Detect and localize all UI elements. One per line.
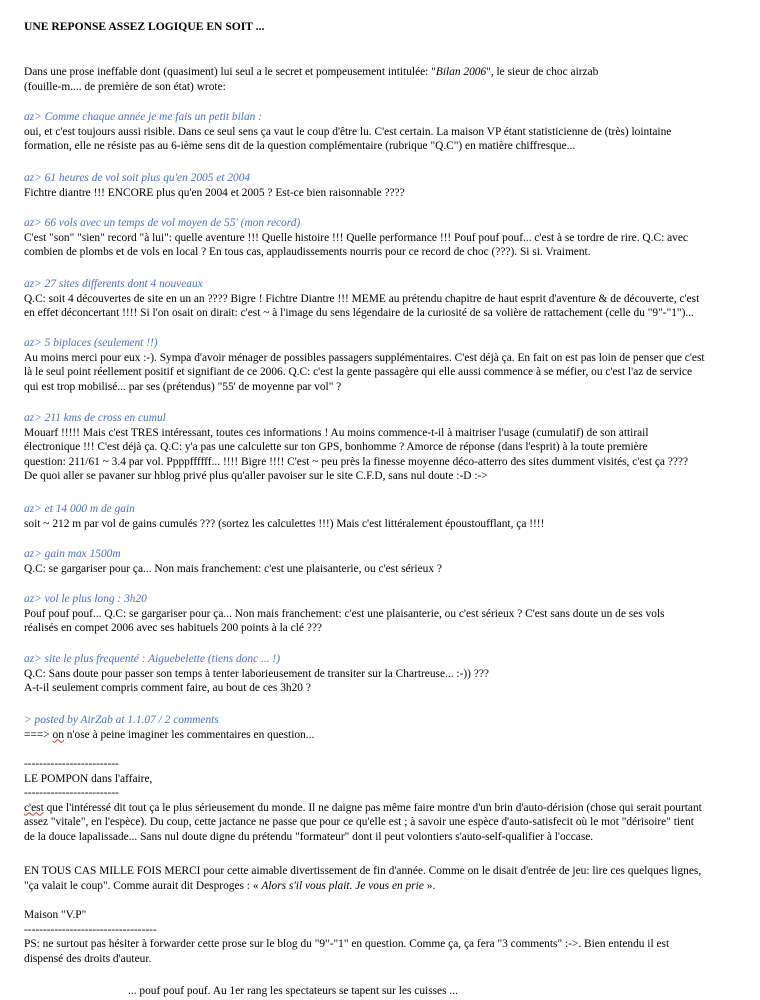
- reply-line: Q.C: Sans doute pour passer son temps à tenter laborieusement de transiter sur la Chartreuse... :-)) ???: [24, 667, 489, 680]
- section: [24, 592, 748, 636]
- closing-line: ... pouf pouf pouf. Au 1er rang les spectateurs se tapent sur les cuisses ...: [128, 985, 458, 997]
- section: [24, 652, 748, 696]
- section: [24, 110, 748, 154]
- intro-text: ", le sieur de choc airzab: [486, 66, 599, 78]
- reply-line: soit ~ 212 m par vol de gains cumulés ??? (sortez les calculettes !!!) Mais c'est littéralement époustoufflant, ça !!!!: [24, 517, 545, 530]
- quote-line: az> Comme chaque année je me fais un petit bilan :: [24, 111, 262, 123]
- reply-line: A-t-il seulement compris comment faire, au bout de ces 3h20 ?: [24, 682, 311, 694]
- quote-line: az> 66 vols avec un temps de vol moyen de 55' (mon record): [24, 217, 301, 229]
- arrow-text: ===>: [24, 728, 53, 741]
- thanks-text: "ça valait le coup". Comme aurait dit Desproges : «: [24, 879, 262, 892]
- separator: -------------------------: [24, 787, 119, 799]
- ps-line: PS: ne surtout pas hésiter à forwarder cette prose sur le blog du "9"-"1" en question. Comme ça, ça fera "3 comments" :->. Bien entendu il est: [24, 938, 670, 950]
- ps-line: dispensé des droits d'auteur.: [24, 952, 152, 965]
- reply-line: question: 211/61 ~ 3.4 par vol. Ppppffffff... !!!! Bigre !!!! C'est ~ peu près la finesse moyenne déco-atterro des sites dumment visités, c'est ça ????: [24, 455, 689, 468]
- intro-line: (fouille-m.... de première de son état) wrote:: [24, 80, 226, 93]
- pompon-text: que l'intéressé dit tout ça le plus sérieusement du monde. Il ne daigne pas même faire montre d'un brin d'auto-dérision (chose qui serait pourtant: [43, 801, 702, 814]
- section: [24, 547, 748, 576]
- intro-emphasis: Bilan 2006: [435, 66, 487, 78]
- page-title: UNE REPONSE ASSEZ LOGIQUE EN SOIT ...: [24, 20, 265, 33]
- signature-name: Maison "V.P": [24, 909, 87, 921]
- reply-line: De quoi aller se pavaner sur hblog privé plus qu'aller pavoiser sur le site C.F.D, sans nul doute :-D :->: [24, 470, 488, 482]
- quote-line: az> et 14 000 m de gain: [24, 503, 135, 515]
- reply-line: Au moins merci pour eux :-). Sympa d'avoir ménager de possibles passagers supplémentaires. C'est déjà ça. En fait on est pas loin de penser que c'est: [24, 351, 705, 364]
- pompon-heading: LE POMPON dans l'affaire,: [24, 772, 153, 785]
- posted-by-line: > posted by AirZab at 1.1.07 / 2 comments: [24, 714, 219, 726]
- pompon-section: [24, 757, 748, 844]
- reply-line: Q.C: soit 4 découvertes de site en un an ???? Bigre ! Fichtre Diantre !!! MEME au prétendu chapitre de haut esprit d'aventure & de découverte, c'est: [24, 292, 700, 305]
- quote-line: az> gain max 1500m: [24, 548, 121, 560]
- posted-comment-line: [24, 728, 748, 743]
- reply-line: formation, elle ne résiste pas au 6-ième sens dit de la question complémentaire (rubrique "Q.C") en matière chiffresque...: [24, 140, 576, 152]
- section: [24, 216, 748, 260]
- pompon-line: [24, 801, 748, 816]
- thanks-line: EN TOUS CAS MILLE FOIS MERCI pour cette aimable divertissement de fin d'année. Comme on le disait d'entrée de jeu: lire ces quelques lignes,: [24, 865, 702, 877]
- reply-line: combien de plombs et de vols en local ? En tous cas, applaudissements nourris pour ce record de choc (???). Si si. Vraiment.: [24, 246, 591, 258]
- separator: -------------------------: [24, 758, 119, 770]
- signature-block: [24, 908, 748, 966]
- posted-section: [24, 713, 748, 742]
- quote-emphasis: Alors s'il vous plait. Je vous en prie: [261, 879, 424, 892]
- intro-text: Dans une prose ineffable dont (quasiment) lui seul a le secret et pompeusement intitulée: ": [24, 66, 436, 78]
- quote-line: az> 5 biplaces (seulement !!): [24, 337, 158, 349]
- comment-text: n'ose à peine imaginer les commentaires en question...: [63, 728, 315, 741]
- pompon-line: de la douce lapalissade... Sans nul doute digne du prétendu "formateur" dont il peut volontiers s'auto-self-qualifier à l'occase.: [24, 830, 594, 843]
- reply-line: là le seul point réellement positif et signifiant de ce 2006. Q.C: c'est la gente passagère qui elle aussi commence à se méfier, ou c'est l'az de service: [24, 366, 693, 378]
- quote-line: az> 27 sites differents dont 4 nouveaux: [24, 278, 203, 290]
- separator: -----------------------------------: [24, 923, 157, 936]
- reply-line: oui, et c'est toujours aussi risible. Dans ce seul sens ça vaut le coup d'être lu. C'est certain. La maison VP étant statisticienne de (très) lointaine: [24, 125, 672, 138]
- intro-paragraph: [24, 65, 748, 94]
- thanks-text: ».: [423, 879, 436, 892]
- reply-line: réalisés en compet 2006 avec ses habituels 200 points à la clé ???: [24, 622, 322, 634]
- reply-line: qui est trop mobilisé... par ses (prétendus) "55' de moyenne par vol" ?: [24, 380, 342, 393]
- reply-line: Mouarf !!!!! Mais c'est TRES intéressant, toutes ces informations ! Au moins commence-t-il à maitriser l'usage (cumulatif) de son attirail: [24, 426, 649, 439]
- spellcheck-word: c'est: [24, 801, 44, 814]
- thanks-line: [24, 879, 748, 894]
- reply-line: Q.C: se gargariser pour ça... Non mais franchement: c'est une plaisanterie, ou c'est sérieux ?: [24, 562, 442, 575]
- reply-line: en effet déconcertant !!!! Si l'on osait on dirait: c'est ~ à l'image du sens légendaire de la curiosité de sa volière de rattachement (celle du "9"-"1")...: [24, 307, 694, 319]
- reply-line: C'est "son" "sien" record "à lui": quelle aventure !!! Quelle histoire !!! Quelle performance !!! Pouf pouf pouf... c'est à se tordre de rire. Q.C: avec: [24, 231, 688, 244]
- reply-line: Pouf pouf pouf... Q.C: se gargariser pour ça... Non mais franchement: c'est une plaisanterie, ou c'est sérieux ? C'est sans doute un de ses vols: [24, 607, 665, 620]
- quote-line: az> vol le plus long : 3h20: [24, 593, 147, 605]
- reply-line: électronique !!! C'est déjà ça. Q.C: y'a pas une calculette sur ton GPS, bonhomme ? Amorce de réponse (dans l'esprit) à la toute première: [24, 441, 648, 453]
- section: [24, 411, 748, 484]
- intro-line: [24, 65, 748, 80]
- quote-line: az> 61 heures de vol soit plus qu'en 2005 et 2004: [24, 172, 251, 184]
- quote-line: az> 211 kms de cross en cumul: [24, 412, 166, 424]
- section: [24, 171, 748, 200]
- pompon-line: assez "vitale", en l'espèce). Du coup, cette jactance ne passe que pour ce qu'elle est ; à savoir une espèce d'auto-satisfecit où le mot "dérisoire" tient: [24, 816, 694, 828]
- thanks-paragraph: [24, 864, 748, 893]
- reply-line: Fichtre diantre !!! ENCORE plus qu'en 2004 et 2005 ? Est-ce bien raisonnable ????: [24, 186, 405, 199]
- quote-line: az> site le plus frequenté : Aiguebelette (tiens donc ... !): [24, 653, 280, 665]
- spellcheck-word: on: [52, 728, 64, 741]
- section: [24, 277, 748, 321]
- section: [24, 502, 748, 531]
- section: [24, 336, 748, 394]
